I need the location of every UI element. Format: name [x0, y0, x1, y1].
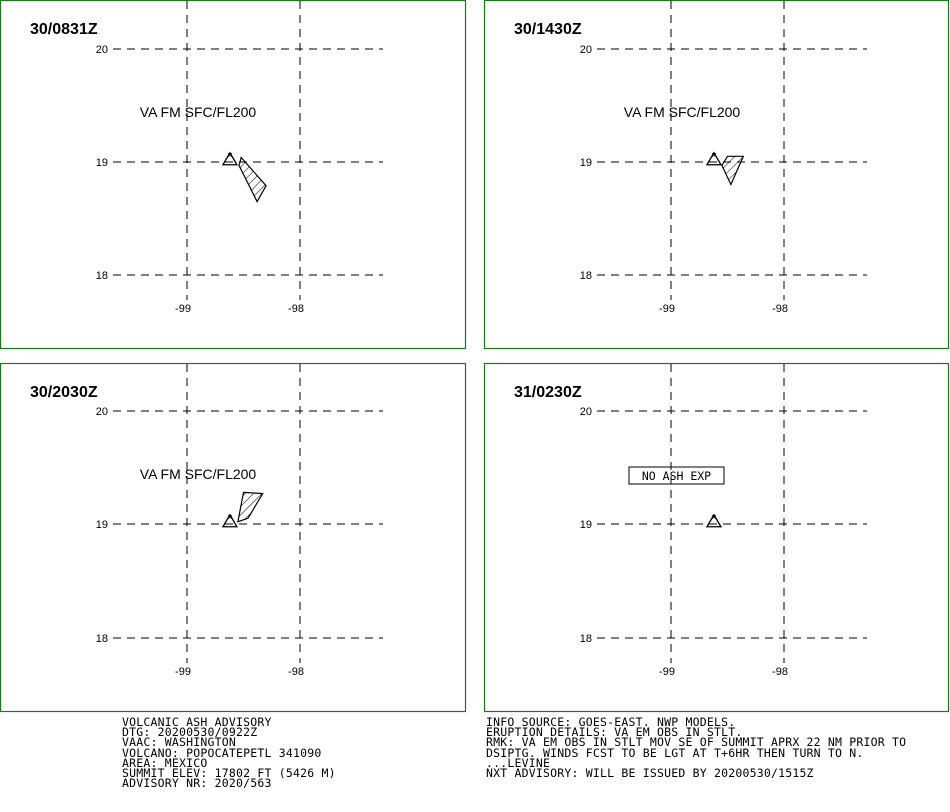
advisory-detail-line: DSIPTG. WINDS FCST TO BE LGT AT T+6HR THEN TURN TO N.	[486, 745, 864, 760]
advisory-header-line: VAAC: WASHINGTON	[122, 735, 236, 750]
lat-tick-label: 19	[95, 519, 108, 531]
volcano-summit-mark: ×	[226, 512, 234, 522]
lat-tick-label: 18	[579, 633, 592, 645]
ash-height-label: VA FM SFC/FL200	[139, 104, 257, 120]
lon-tick-label: -98	[288, 303, 304, 315]
advisory-detail-line: ERUPTION DETAILS: VA EM OBS IN STLT.	[486, 725, 743, 740]
volcano-summit-mark: ×	[710, 512, 718, 522]
forecast-panel-2	[485, 1, 949, 349]
lat-tick-label: 20	[579, 406, 592, 418]
advisory-header-line: SUMMIT ELEV: 17802 FT (5426 M)	[122, 765, 336, 780]
advisory-header-line: ADVISORY NR: 2020/563	[122, 776, 272, 791]
lat-tick-label: 18	[579, 270, 592, 282]
panel-time-title: 30/2030Z	[30, 384, 98, 401]
ash-plume-polygon	[722, 156, 743, 184]
forecast-panel-3	[1, 364, 466, 712]
no-ash-label: NO ASH EXP	[641, 469, 712, 483]
lat-tick-label: 19	[95, 157, 108, 169]
lon-tick-label: -99	[659, 303, 675, 315]
volcano-summit-mark: ×	[710, 150, 718, 160]
advisory-detail-line: INFO SOURCE: GOES-EAST. NWP MODELS.	[486, 715, 736, 729]
panel-time-title: 30/0831Z	[30, 21, 98, 38]
advisory-header-block	[122, 715, 336, 791]
lat-tick-label: 18	[95, 270, 108, 282]
lon-tick-label: -98	[772, 666, 788, 678]
lon-tick-label: -99	[175, 303, 191, 315]
forecast-panel-4	[485, 364, 949, 712]
panel-frame	[1, 364, 466, 712]
lon-tick-label: -99	[659, 666, 675, 678]
lat-tick-label: 20	[95, 406, 108, 418]
panel-time-title: 31/0230Z	[514, 384, 582, 401]
lon-tick-label: -99	[175, 666, 191, 678]
ash-plume-polygon	[238, 492, 263, 521]
advisory-header-line: DTG: 20200530/0922Z	[122, 725, 258, 740]
panel-frame	[1, 1, 466, 349]
advisory-detail-line: NXT ADVISORY: WILL BE ISSUED BY 20200530/1515Z	[486, 765, 814, 780]
lon-tick-label: -98	[288, 666, 304, 678]
advisory-header-line: AREA: MEXICO	[122, 755, 208, 770]
advisory-detail-line: ...LEVINE	[486, 755, 551, 770]
advisory-header-line: VOLCANIC ASH ADVISORY	[122, 715, 272, 729]
lat-tick-label: 19	[579, 157, 592, 169]
lon-tick-label: -98	[772, 303, 788, 315]
lat-tick-label: 19	[579, 519, 592, 531]
ash-height-label: VA FM SFC/FL200	[623, 104, 741, 120]
ash-height-label: VA FM SFC/FL200	[139, 466, 257, 482]
panel-time-title: 30/1430Z	[514, 21, 582, 38]
ash-plume-polygon	[239, 158, 266, 202]
lat-tick-label: 20	[579, 44, 592, 56]
forecast-panel-1	[1, 1, 466, 349]
advisory-header-line: VOLCANO: POPOCATEPETL 341090	[122, 745, 322, 760]
lat-tick-label: 18	[95, 633, 108, 645]
advisory-details-block	[486, 717, 906, 778]
lat-tick-label: 20	[95, 44, 108, 56]
volcano-summit-mark: ×	[226, 150, 234, 160]
advisory-detail-line: RMK: VA EM OBS IN STLT MOV SE OF SUMMIT APRX 22 NM PRIOR TO	[486, 735, 907, 750]
panel-frame	[485, 364, 949, 712]
panel-frame	[485, 1, 949, 349]
